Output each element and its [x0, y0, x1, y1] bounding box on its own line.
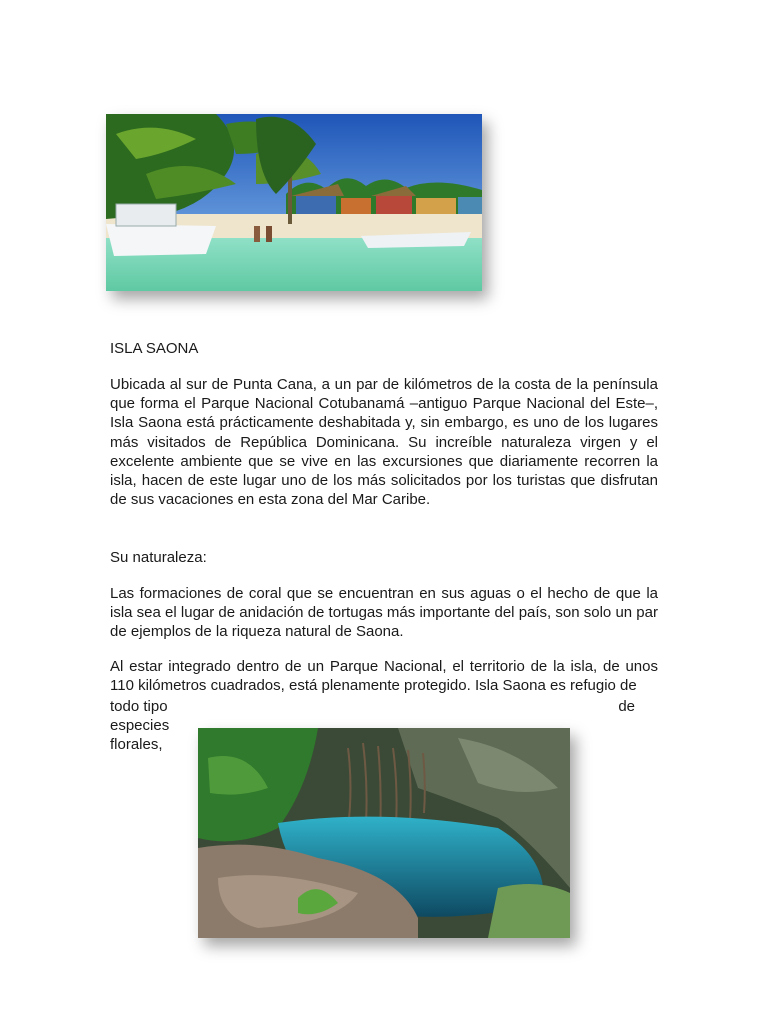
- wrapped-line: [110, 697, 635, 716]
- beach-photo: [106, 114, 482, 291]
- intro-paragraph: Ubicada al sur de Punta Cana, a un par de kilómetros de la costa de la península que forma el Parque Nacional Cotubanamá –antiguo Parque Nacional del Este–, Isla Saona está prácticamente deshabitada y, sin embargo, es uno de los lugares más visitados de República Dominicana. Su increíble naturaleza virgen y el excelente ambiente que se vive en las excursiones que diariamente recorren la isla, hacen de este lugar uno de los más solicitados por los turistas que disfrutan de sus vacaciones en esta zona del Mar Caribe.: [110, 376, 658, 509]
- section-heading: Su naturaleza:: [110, 549, 207, 566]
- nature-paragraph: Las formaciones de coral que se encuentran en sus aguas o el hecho de que la isla sea el lugar de anidación de tortugas más importante del país, son solo un par de ejemplos de la riqueza natural de Saona.: [110, 585, 658, 641]
- protection-paragraph: Al estar integrado dentro de un Parque Nacional, el territorio de la isla, de unos 110 kilómetros cuadrados, está plenamente protegido. Isla Saona es refugio de: [110, 658, 658, 695]
- line-left-fragment: todo tipo: [110, 698, 168, 715]
- text-fragment: especies: [110, 717, 170, 734]
- document-title: ISLA SAONA: [110, 340, 199, 357]
- line-right-fragment: de: [618, 698, 635, 715]
- text-fragment: florales,: [110, 736, 163, 753]
- cenote-photo: [198, 728, 570, 938]
